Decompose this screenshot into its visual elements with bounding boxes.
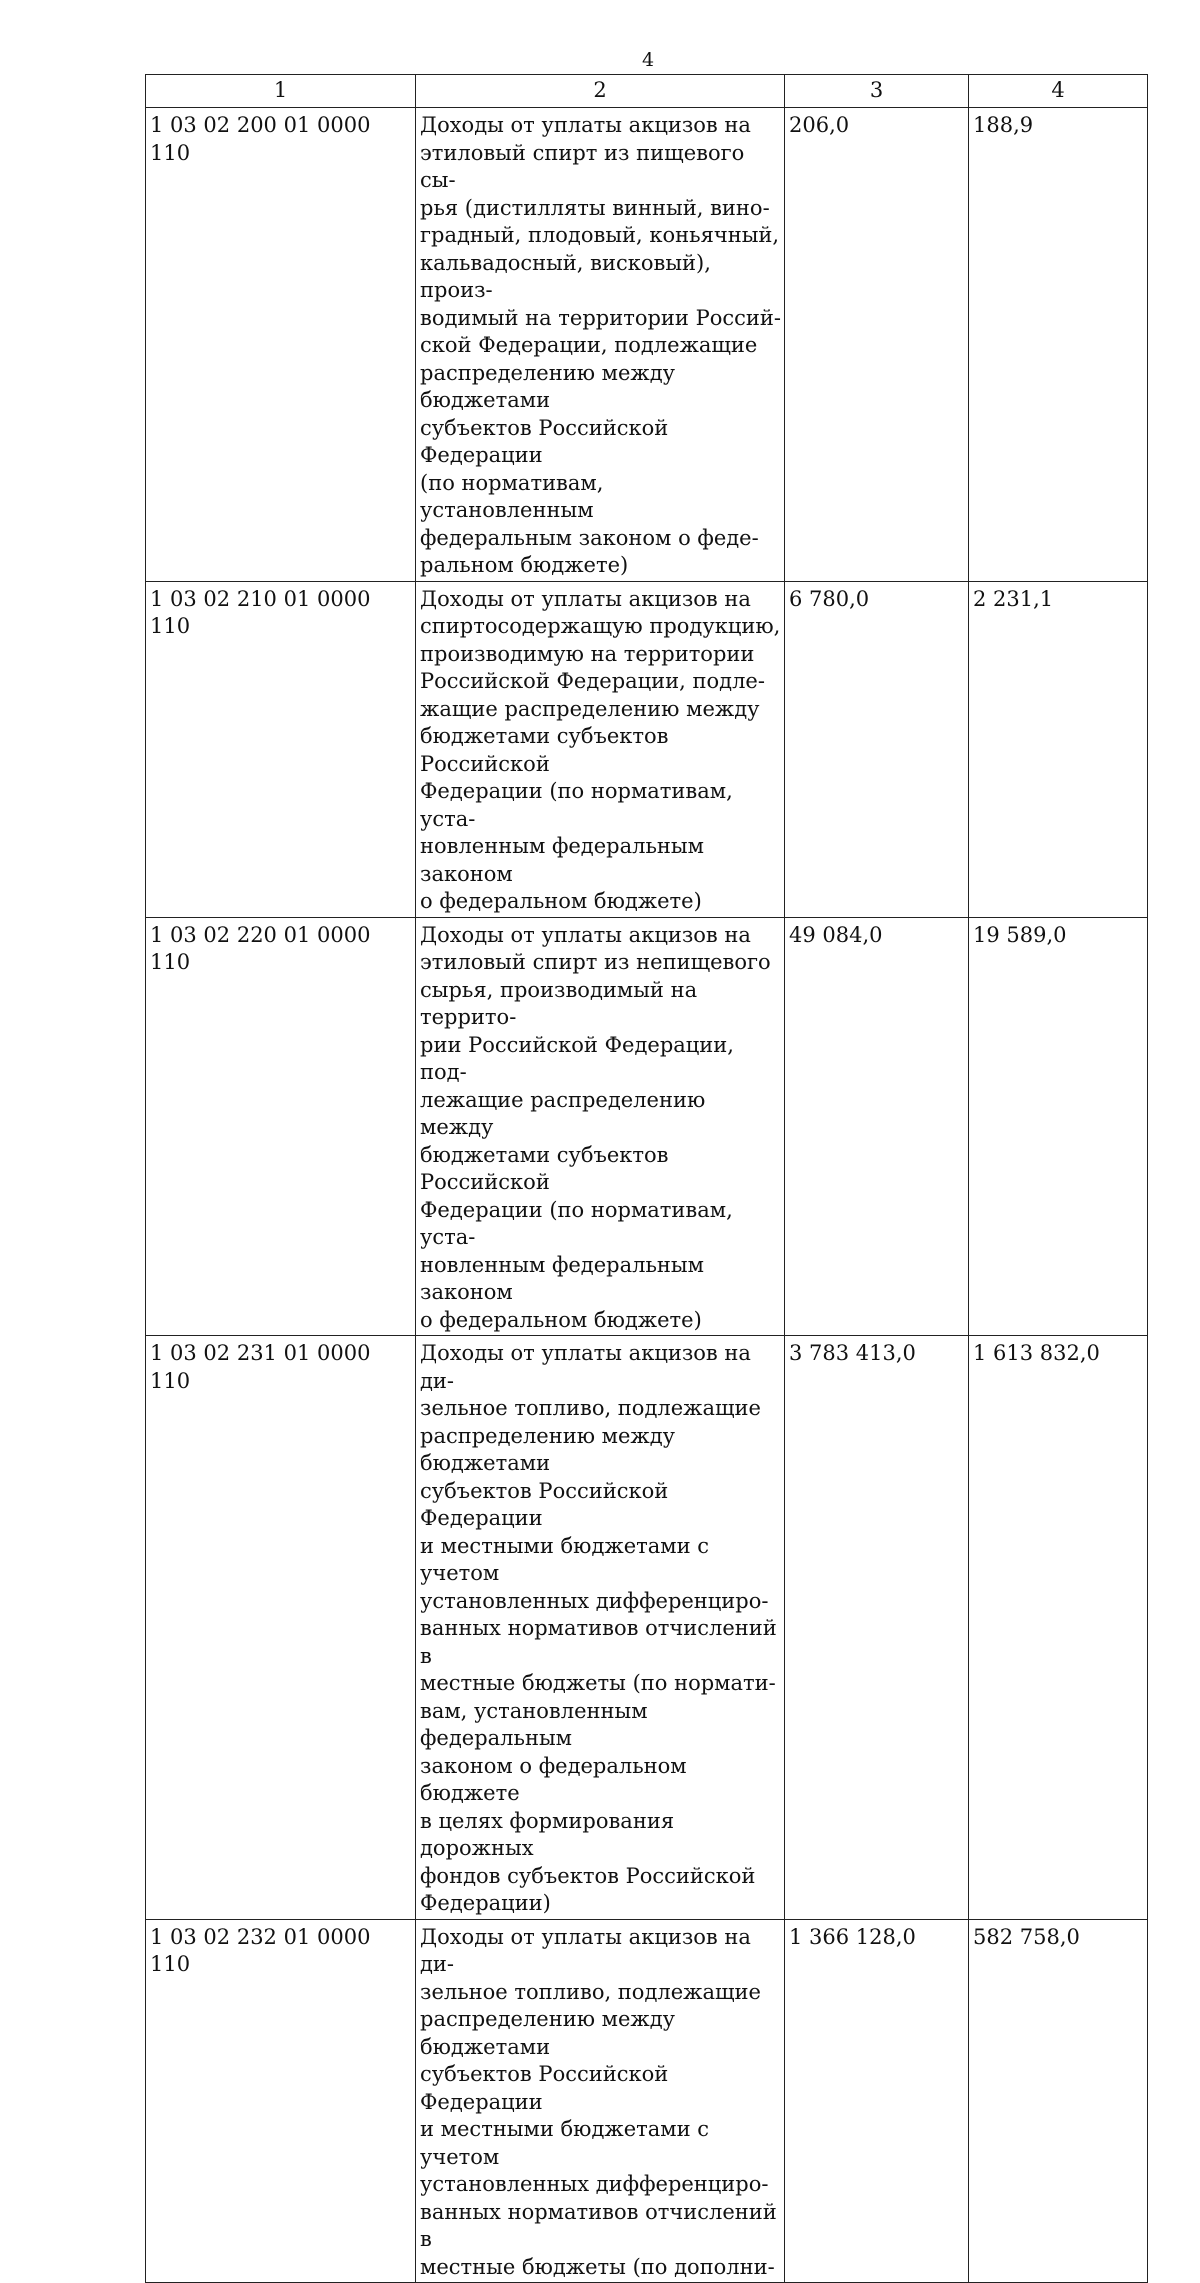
value-column-4-cell: 188,9: [969, 108, 1148, 582]
budget-code-cell: 1 03 02 210 01 0000 110: [146, 581, 416, 917]
value-column-4-cell: 19 589,0: [969, 917, 1148, 1336]
budget-code-cell: 1 03 02 232 01 0000 110: [146, 1919, 416, 2283]
column-header-2: 2: [416, 75, 785, 108]
description-cell: Доходы от уплаты акцизов на этиловый спирт из непищевого сырья, производимый на террито- рии Российской Федерации, под- лежащие распределению между бюджетами субъектов Российской Федерации (по нормативам, уста- новленным федеральным законом о федеральном бюджете): [416, 917, 785, 1336]
description-cell: Доходы от уплаты акцизов на спиртосодержащую продукцию, производимую на территории Российской Федерации, подле- жащие распределению между бюджетами субъектов Российской Федерации (по нормативам, уста- новленным федеральным законом о федеральном бюджете): [416, 581, 785, 917]
description-cell: Доходы от уплаты акцизов на этиловый спирт из пищевого сы- рья (дистилляты винный, вино- градный, плодовый, коньячный, кальвадосный, висковый), произ- водимый на территории Россий- ской Федерации, подлежащие распределению между бюджетами субъектов Российской Федерации (по нормативам, установленным федеральным законом о феде- ральном бюджете): [416, 108, 785, 582]
column-header-1: 1: [146, 75, 416, 108]
table-row: [146, 108, 1148, 582]
value-column-4-cell: 582 758,0: [969, 1919, 1148, 2283]
value-column-3-cell: 6 780,0: [785, 581, 969, 917]
table-header-row: [146, 75, 1148, 108]
page-number: 4: [641, 49, 655, 71]
description-cell: Доходы от уплаты акцизов на ди- зельное топливо, подлежащие распределению между бюджетами субъектов Российской Федерации и местными бюджетами с учетом установленных дифференциро- ванных нормативов отчислений в местные бюджеты (по дополни-: [416, 1919, 785, 2283]
table-row: [146, 1919, 1148, 2283]
value-column-3-cell: 3 783 413,0: [785, 1336, 969, 1920]
budget-code-cell: 1 03 02 231 01 0000 110: [146, 1336, 416, 1920]
column-header-4: 4: [969, 75, 1148, 108]
column-header-3: 3: [785, 75, 969, 108]
table-row: [146, 581, 1148, 917]
value-column-3-cell: 1 366 128,0: [785, 1919, 969, 2283]
budget-code-cell: 1 03 02 220 01 0000 110: [146, 917, 416, 1336]
table-row: [146, 1336, 1148, 1920]
value-column-4-cell: 1 613 832,0: [969, 1336, 1148, 1920]
budget-code-cell: 1 03 02 200 01 0000 110: [146, 108, 416, 582]
description-cell: Доходы от уплаты акцизов на ди- зельное топливо, подлежащие распределению между бюджетами субъектов Российской Федерации и местными бюджетами с учетом установленных дифференциро- ванных нормативов отчислений в местные бюджеты (по нормати- вам, установленным федеральным законом о федеральном бюджете в целях формирования дорожных фондов субъектов Российской Федерации): [416, 1336, 785, 1920]
revenue-table: [145, 74, 1148, 2283]
value-column-3-cell: 49 084,0: [785, 917, 969, 1336]
table-row: [146, 917, 1148, 1336]
value-column-4-cell: 2 231,1: [969, 581, 1148, 917]
value-column-3-cell: 206,0: [785, 108, 969, 582]
